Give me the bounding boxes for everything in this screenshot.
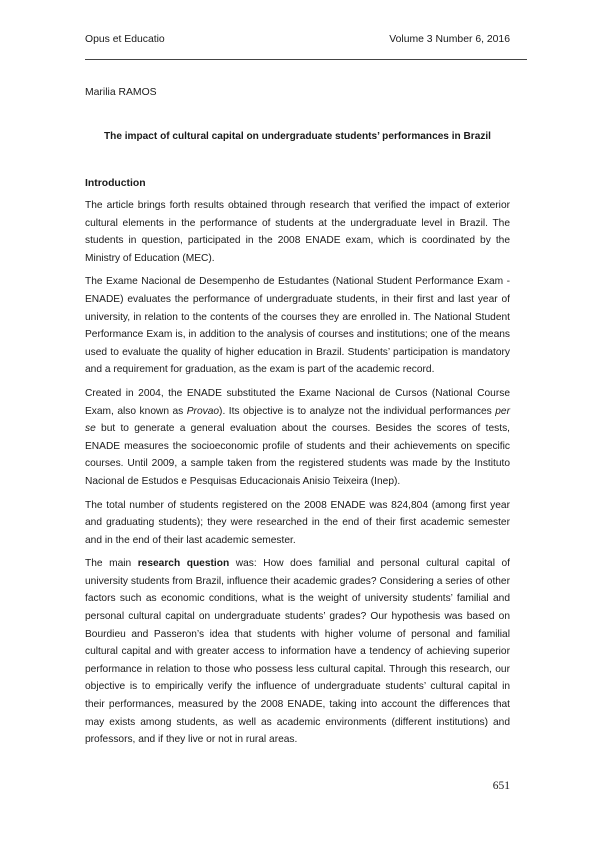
paragraph-3-text-c: ). Its objective is to analyze not the individual performances (219, 405, 496, 417)
paper-title: The impact of cultural capital on undergraduate students’ performances in Brazil (103, 131, 491, 142)
paragraph-5 (85, 555, 510, 749)
paragraph-3 (85, 385, 510, 491)
paragraph-5-text-a: The main (85, 558, 138, 570)
page-number: 651 (492, 780, 510, 792)
paragraph-3-italic-per-se: per se (85, 405, 510, 435)
paragraph-2: The Exame Nacional de Desempenho de Estudantes (National Student Performance Exam - ENADE) evaluates the performance of undergraduate students, in their first and last year of university, in relation to the contents of the courses they are enrolled in. The National Student Performance Exam is, in addition to the analysis of courses and institutions; one of the means used to evaluate the quality of higher education in Brazil. Students’ participation is mandatory and a requirement for graduation, as the exam is part of the academic record. (85, 276, 510, 376)
running-header (85, 34, 510, 48)
paragraph-5-text-c: was: How does familial and personal cultural capital of university students from Brazil, influence their academic grades? Considering a series of other factors such as economic conditions, what is the weight of university students’ familial and personal cultural capital on undergraduate students’ grades? Our hypothesis was based on Bourdieu and Passeron’s idea that students with higher volume of personal and familial cultural capital and with greater access to information have a tendency of achieving superior performance in relation to those who possess less cultural capital. Through this research, our objective is to empirically verify the influence of undergraduate students’ cultural capital in their performances, measured by the 2008 ENADE, taking into account the differences that may exists among students, as well as academic environments (different institutions) and professors, and if they live or not in rural areas. (85, 558, 510, 746)
paragraph-3-italic-provao: Provao (186, 405, 220, 417)
paragraph-3-text-a: Created in 2004, the ENADE substituted the Exame Nacional de Cursos (National Course Exam, also known as (85, 387, 510, 417)
section-heading: Introduction (85, 178, 146, 189)
paragraph-5-bold-research-question: research question (137, 558, 230, 570)
journal-name: Opus et Educatio (85, 34, 165, 45)
paragraph-1: The article brings forth results obtained through research that verified the impact of exterior cultural elements in the performance of students at the undergraduate level in Brazil. The students in question, participated in the 2008 ENADE exam, which is coordinated by the Ministry of Education (MEC). (85, 200, 510, 264)
header-rule (85, 59, 527, 60)
body-text (85, 197, 510, 755)
paragraph-3-text-e: but to generate a general evaluation about the courses. Besides the scores of tests, ENADE measures the socioeconomic profile of students and their achievements on specific courses. Until 2009, a sample taken from the registered students was made by the Instituto Nacional de Estudos e Pesquisas Educacionais Anisio Teixeira (Inep). (85, 423, 510, 487)
volume-info: Volume 3 Number 6, 2016 (389, 34, 510, 45)
paragraph-4: The total number of students registered on the 2008 ENADE was 824,804 (among first year and graduating students); they were researched in the end of their first academic semester and in the end of their last academic semester. (85, 499, 510, 546)
author-name: Marilia RAMOS (85, 87, 157, 98)
